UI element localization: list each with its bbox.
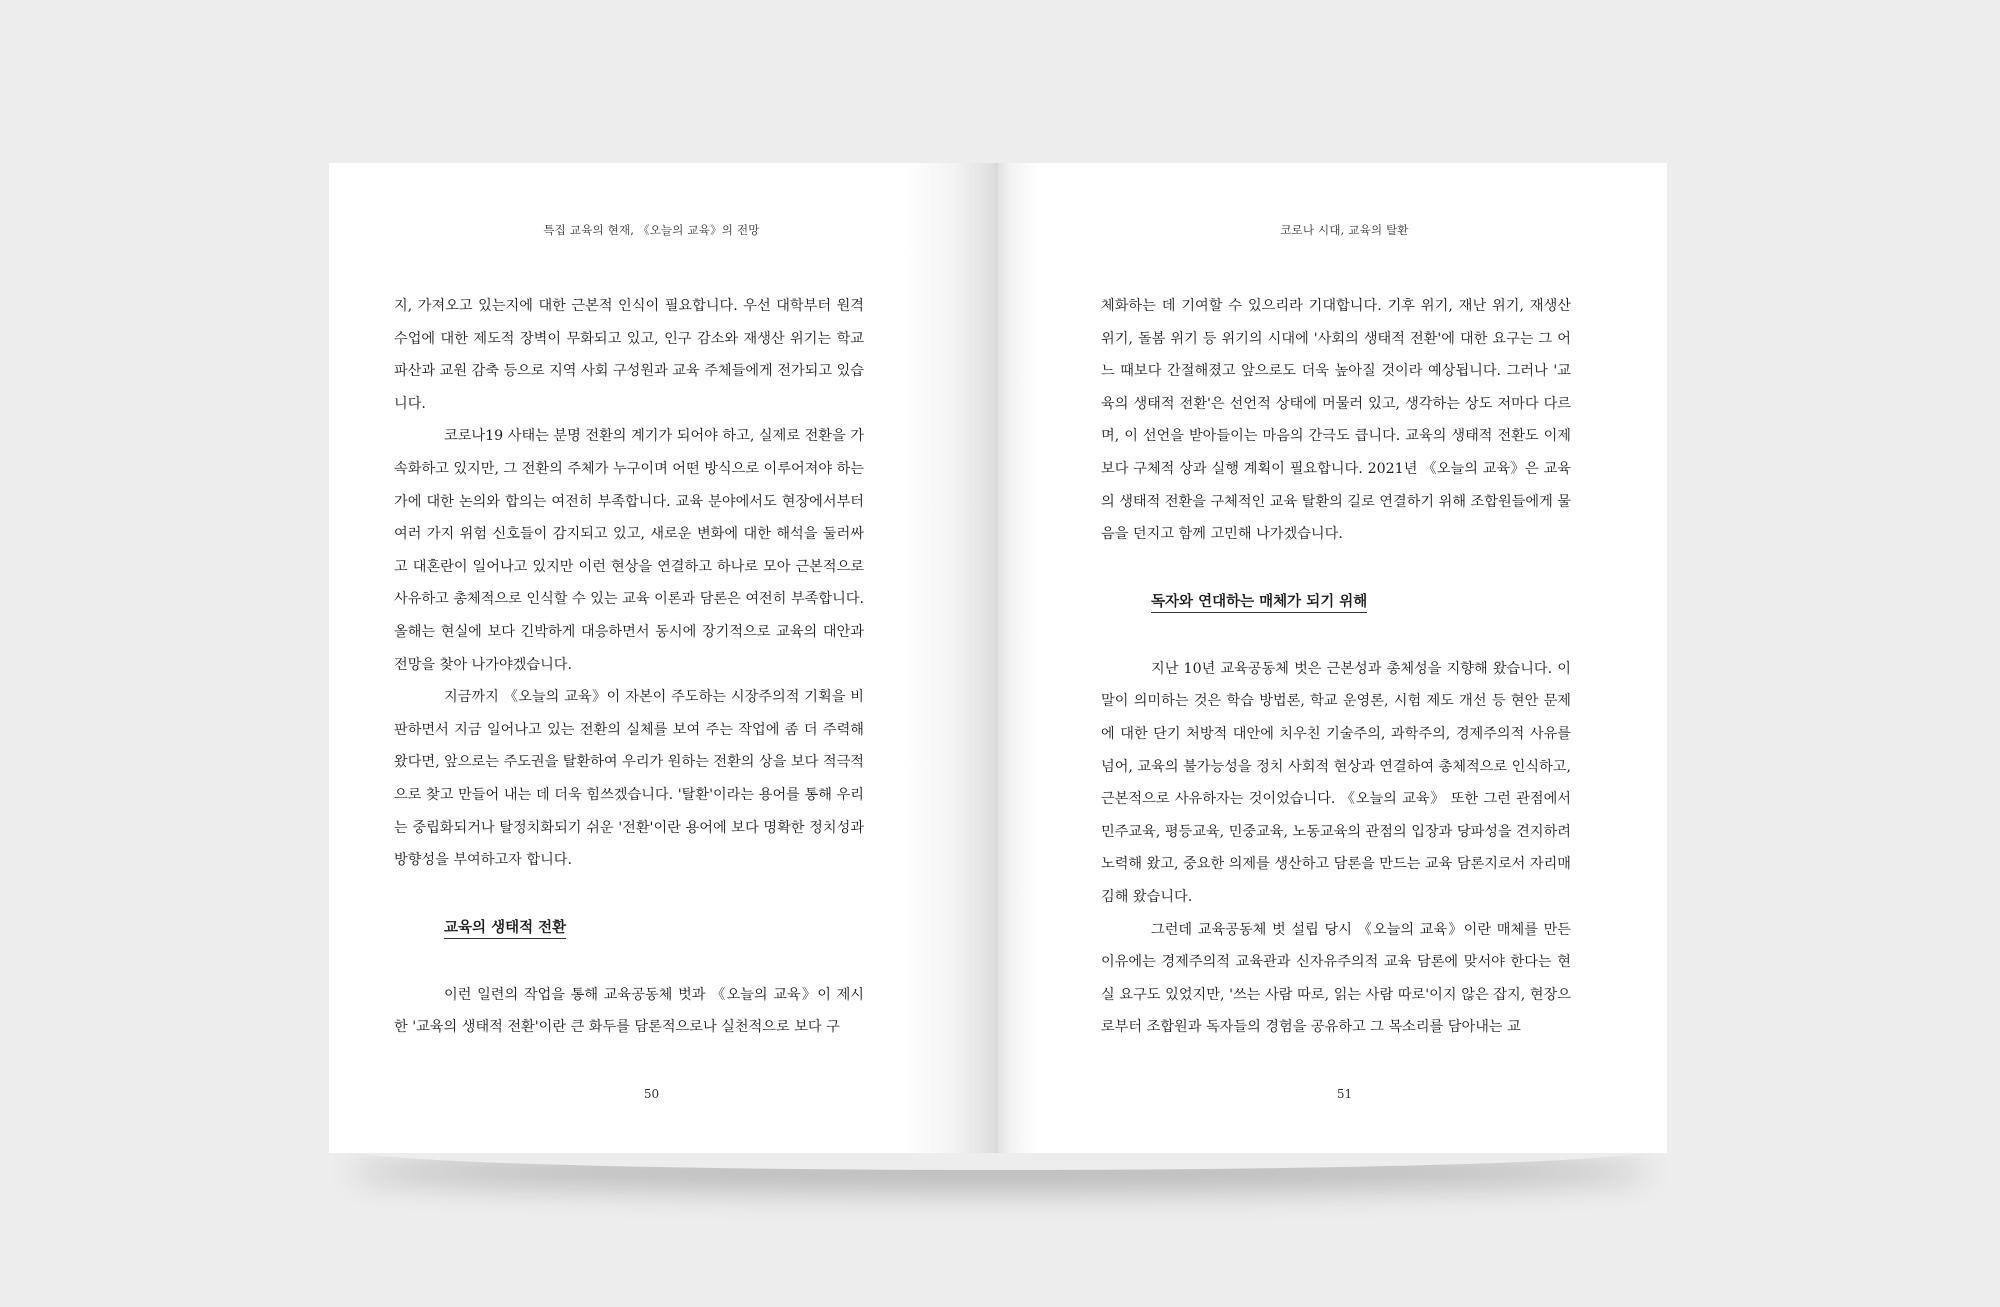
left-body-text xyxy=(394,290,864,1044)
left-running-head: 특집 교육의 현재, 《오늘의 교육》의 전망 xyxy=(543,223,760,237)
left-paragraph-1: 지, 가져오고 있는지에 대한 근본적 인식이 필요합니다. 우선 대학부터 원격 수업에 대한 제도적 장벽이 무화되고 있고, 인구 감소와 재생산 위기는 학교 파산과 교원 감축 등으로 지역 사회 구성원과 교육 주체들에게 전가되고 있습니다. xyxy=(394,298,864,412)
right-body-text xyxy=(1101,290,1571,1044)
left-page xyxy=(329,163,998,1153)
right-page xyxy=(998,163,1667,1153)
left-section-heading-text: 교육의 생태적 전환 xyxy=(444,919,566,939)
right-running-head: 코로나 시대, 교육의 탈환 xyxy=(1280,223,1409,237)
left-page-number: 50 xyxy=(643,1087,660,1101)
right-paragraph-3: 그런데 교육공동체 벗 설립 당시 《오늘의 교육》이란 매체를 만든 이유에는 경제주의적 교육관과 신자유주의적 교육 담론에 맞서야 한다는 현실 요구도 있었지만, '쓰는 사람 따로, 읽는 사람 따로'이지 않은 잡지, 현장으로부터 조합원과 독자들의 경험을 공유하고 그 목소리를 담아내는 교 xyxy=(1101,921,1571,1036)
right-section-heading xyxy=(1101,586,1571,624)
left-paragraph-3: 지금까지 《오늘의 교육》이 자본이 주도하는 시장주의적 기획을 비판하면서 지금 일어나고 있는 전환의 실체를 보여 주는 작업에 좀 더 주력해 왔다면, 앞으로는 주도권을 탈환하여 우리가 원하는 전환의 상을 보다 적극적으로 찾고 만들어 내는 데 더욱 힘쓰겠습니다. '탈환'이라는 용어를 통해 우리는 중립화되거나 탈정치화되기 쉬운 '전환'이란 용어에 보다 명확한 정치성과 방향성을 부여하고자 합니다. xyxy=(394,689,864,869)
book-spread xyxy=(329,163,1667,1153)
right-page-number: 51 xyxy=(1336,1087,1353,1101)
left-section-heading xyxy=(394,912,864,950)
right-section-heading-text: 독자와 연대하는 매체가 되기 위해 xyxy=(1151,593,1367,613)
left-paragraph-2: 코로나19 사태는 분명 전환의 계기가 되어야 하고, 실제로 전환을 가속화하고 있지만, 그 전환의 주체가 누구이며 어떤 방식으로 이루어져야 하는가에 대한 논의와 합의는 여전히 부족합니다. 교육 분야에서도 현장에서부터 여러 가지 위험 신호들이 감지되고 있고, 새로운 변화에 대한 해석을 둘러싸고 대혼란이 일어나고 있지만 이런 현상을 연결하고 하나로 모아 근본적으로 사유하고 총체적으로 인식할 수 있는 교육 이론과 담론은 여전히 부족합니다. 올해는 현실에 보다 긴박하게 대응하면서 동시에 장기적으로 교육의 대안과 전망을 찾아 나가야겠습니다. xyxy=(394,428,864,673)
right-paragraph-2: 지난 10년 교육공동체 벗은 근본성과 총체성을 지향해 왔습니다. 이 말이 의미하는 것은 학습 방법론, 학교 운영론, 시험 제도 개선 등 현안 문제에 대한 단기 처방적 대안에 치우친 기술주의, 과학주의, 경제주의적 사유를 넘어, 교육의 불가능성을 정치 사회적 현상과 연결하여 총체적으로 인식하고, 근본적으로 사유하자는 것이었습니다. 《오늘의 교육》 또한 그런 관점에서 민주교육, 평등교육, 민중교육, 노동교육의 관점의 입장과 당파성을 견지하려 노력해 왔고, 중요한 의제를 생산하고 담론을 만드는 교육 담론지로서 자리매김해 왔습니다. xyxy=(1101,660,1571,905)
left-paragraph-4: 이런 일련의 작업을 통해 교육공동체 벗과 《오늘의 교육》이 제시한 '교육의 생태적 전환'이란 큰 화두를 담론적으로나 실천적으로 보다 구 xyxy=(394,986,864,1036)
right-paragraph-1: 체화하는 데 기여할 수 있으리라 기대합니다. 기후 위기, 재난 위기, 재생산 위기, 돌봄 위기 등 위기의 시대에 '사회의 생태적 전환'에 대한 요구는 그 어느 때보다 간절해졌고 앞으로도 더욱 높아질 것이라 예상됩니다. 그러나 '교육의 생태적 전환'은 선언적 상태에 머물러 있고, 생각하는 상도 저마다 다르며, 이 선언을 받아들이는 마음의 간극도 큽니다. 교육의 생태적 전환도 이제 보다 구체적 상과 실행 계획이 필요합니다. 2021년 《오늘의 교육》은 교육의 생태적 전환을 구체적인 교육 탈환의 길로 연결하기 위해 조합원들에게 물음을 던지고 함께 고민해 나가겠습니다. xyxy=(1101,298,1571,543)
